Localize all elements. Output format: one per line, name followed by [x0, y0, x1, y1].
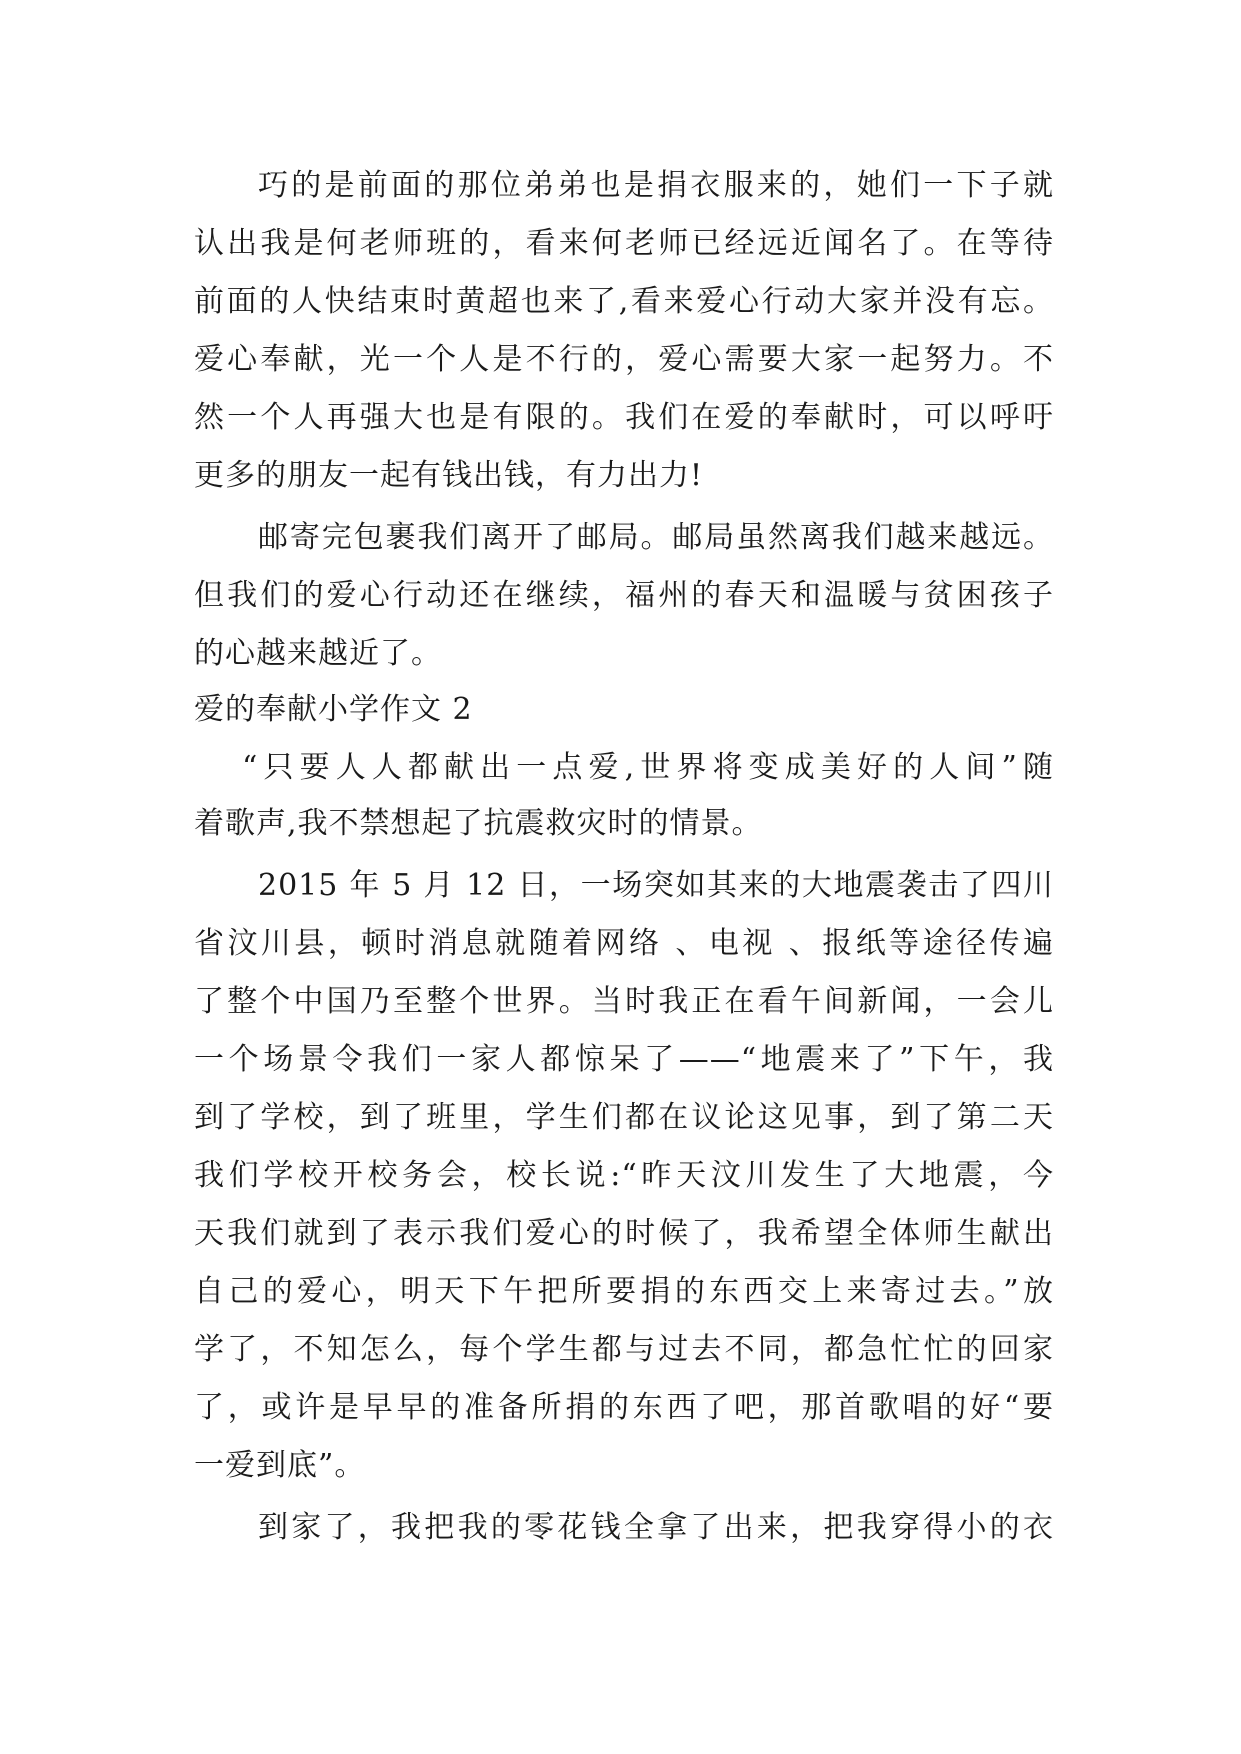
- text-line: 巧的是前面的那位弟弟也是捐衣服来的，她们一下子就: [258, 168, 1054, 203]
- text-line: 邮寄完包裹我们离开了邮局。邮局虽然离我们越来越远。: [258, 520, 1054, 555]
- text-line: 爱心奉献，光一个人是不行的，爱心需要大家一起努力。不: [194, 342, 1054, 377]
- text-line: 但我们的爱心行动还在继续，福州的春天和温暖与贫困孩子: [194, 578, 1054, 613]
- text-line: 了，或许是早早的准备所捐的东西了吧，那首歌唱的好“要: [194, 1390, 1054, 1425]
- text-line: 天我们就到了表示我们爱心的时候了，我希望全体师生献出: [194, 1216, 1054, 1251]
- text-line: 着歌声,我不禁想起了抗震救灾时的情景。: [194, 806, 763, 841]
- text-line: 自己的爱心，明天下午把所要捐的东西交上来寄过去。”放: [194, 1274, 1054, 1309]
- text-line: 的心越来越近了。: [194, 636, 442, 671]
- text-line: 到家了，我把我的零花钱全拿了出来，把我穿得小的衣: [258, 1510, 1054, 1545]
- text-line: 省汶川县，顿时消息就随着网络 、电视 、报纸等途径传遍: [194, 926, 1054, 961]
- section-heading: 爱的奉献小学作文 2: [194, 692, 473, 727]
- text-line: 2015 年 5 月 12 日，一场突如其来的大地震袭击了四川: [258, 868, 1054, 903]
- text-line: 一爱到底”。: [194, 1448, 366, 1483]
- text-line: 到了学校，到了班里，学生们都在议论这见事，到了第二天: [194, 1100, 1054, 1135]
- text-line: 更多的朋友一起有钱出钱，有力出力!: [194, 458, 704, 493]
- text-line: 学了，不知怎么，每个学生都与过去不同，都急忙忙的回家: [194, 1332, 1054, 1367]
- text-line: 了整个中国乃至整个世界。当时我正在看午间新闻，一会儿: [194, 984, 1054, 1019]
- text-line: 我们学校开校务会，校长说:“昨天汶川发生了大地震，今: [194, 1158, 1054, 1193]
- text-line: 一个场景令我们一家人都惊呆了——“地震来了”下午，我: [194, 1042, 1054, 1077]
- text-line: 然一个人再强大也是有限的。我们在爱的奉献时，可以呼吁: [194, 400, 1054, 435]
- text-line: 认出我是何老师班的，看来何老师已经远近闻名了。在等待: [194, 226, 1054, 261]
- text-line: “只要人人都献出一点爱,世界将变成美好的人间”随: [242, 750, 1054, 785]
- text-line: 前面的人快结束时黄超也来了,看来爱心行动大家并没有忘。: [194, 284, 1054, 319]
